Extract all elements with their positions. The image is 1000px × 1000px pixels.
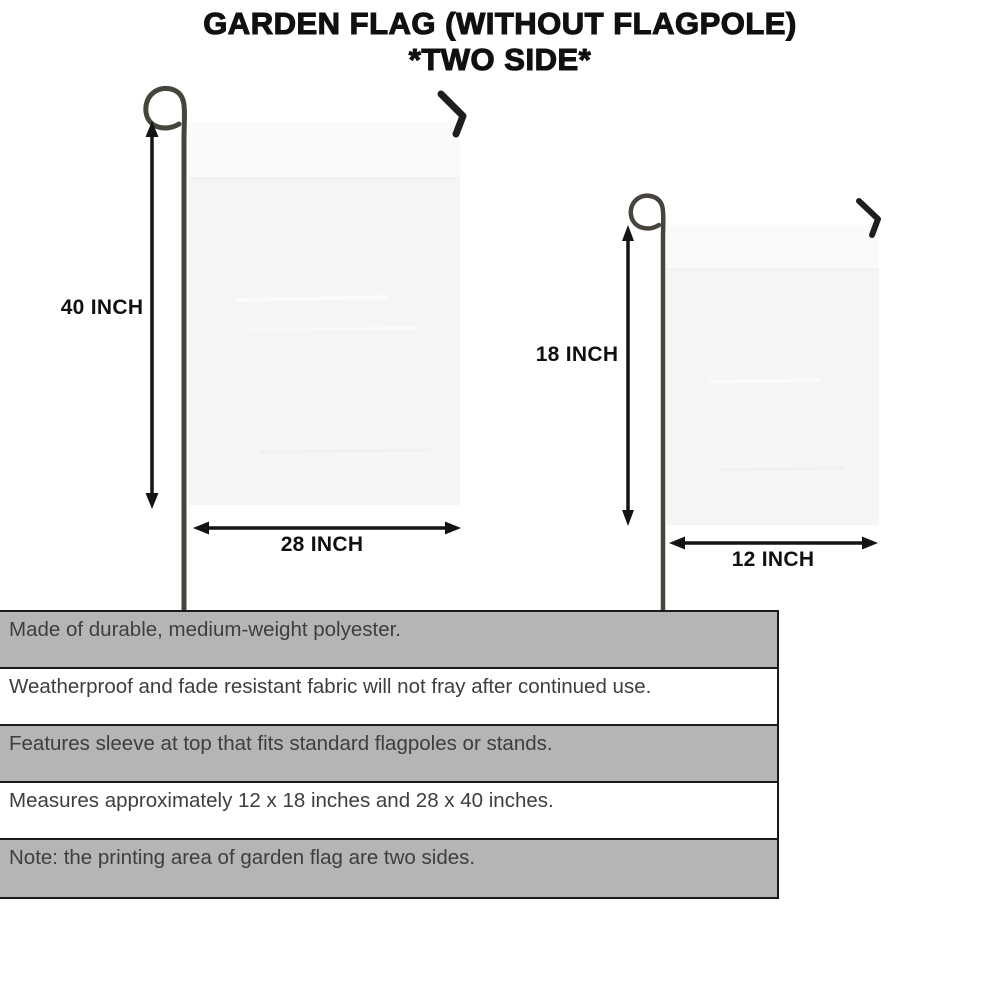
large-flag-panel bbox=[188, 122, 460, 505]
large-flag-sleeve bbox=[188, 122, 460, 178]
large-flag-hook-icon bbox=[441, 94, 463, 134]
feature-row-3: Features sleeve at top that fits standard flagpoles or stands. bbox=[0, 726, 777, 783]
feature-table bbox=[0, 610, 779, 899]
title-line-1: GARDEN FLAG (WITHOUT FLAGPOLE) bbox=[203, 6, 797, 41]
feature-row-2: Weatherproof and fade resistant fabric will not fray after continued use. bbox=[0, 669, 777, 726]
large-flag-width-label: 28 INCH bbox=[280, 533, 364, 556]
small-flag-sleeve bbox=[666, 225, 879, 269]
large-flag-height-label: 40 INCH bbox=[60, 296, 144, 319]
small-flag-width-label: 12 INCH bbox=[731, 548, 815, 571]
small-flag-hook-icon bbox=[859, 201, 878, 235]
small-flag-panel bbox=[666, 225, 879, 525]
large-flag-pole bbox=[146, 88, 185, 612]
title-line-2: *TWO SIDE* bbox=[408, 41, 592, 77]
small-flag-height-arrow bbox=[622, 225, 634, 526]
feature-row-1: Made of durable, medium-weight polyester. bbox=[0, 612, 777, 669]
small-flag-pole bbox=[631, 196, 664, 612]
page-title bbox=[0, 6, 1000, 77]
small-flag-height-label: 18 INCH bbox=[535, 343, 619, 366]
feature-row-5: Note: the printing area of garden flag are two sides. bbox=[0, 840, 777, 897]
feature-row-4: Measures approximately 12 x 18 inches and 28 x 40 inches. bbox=[0, 783, 777, 840]
